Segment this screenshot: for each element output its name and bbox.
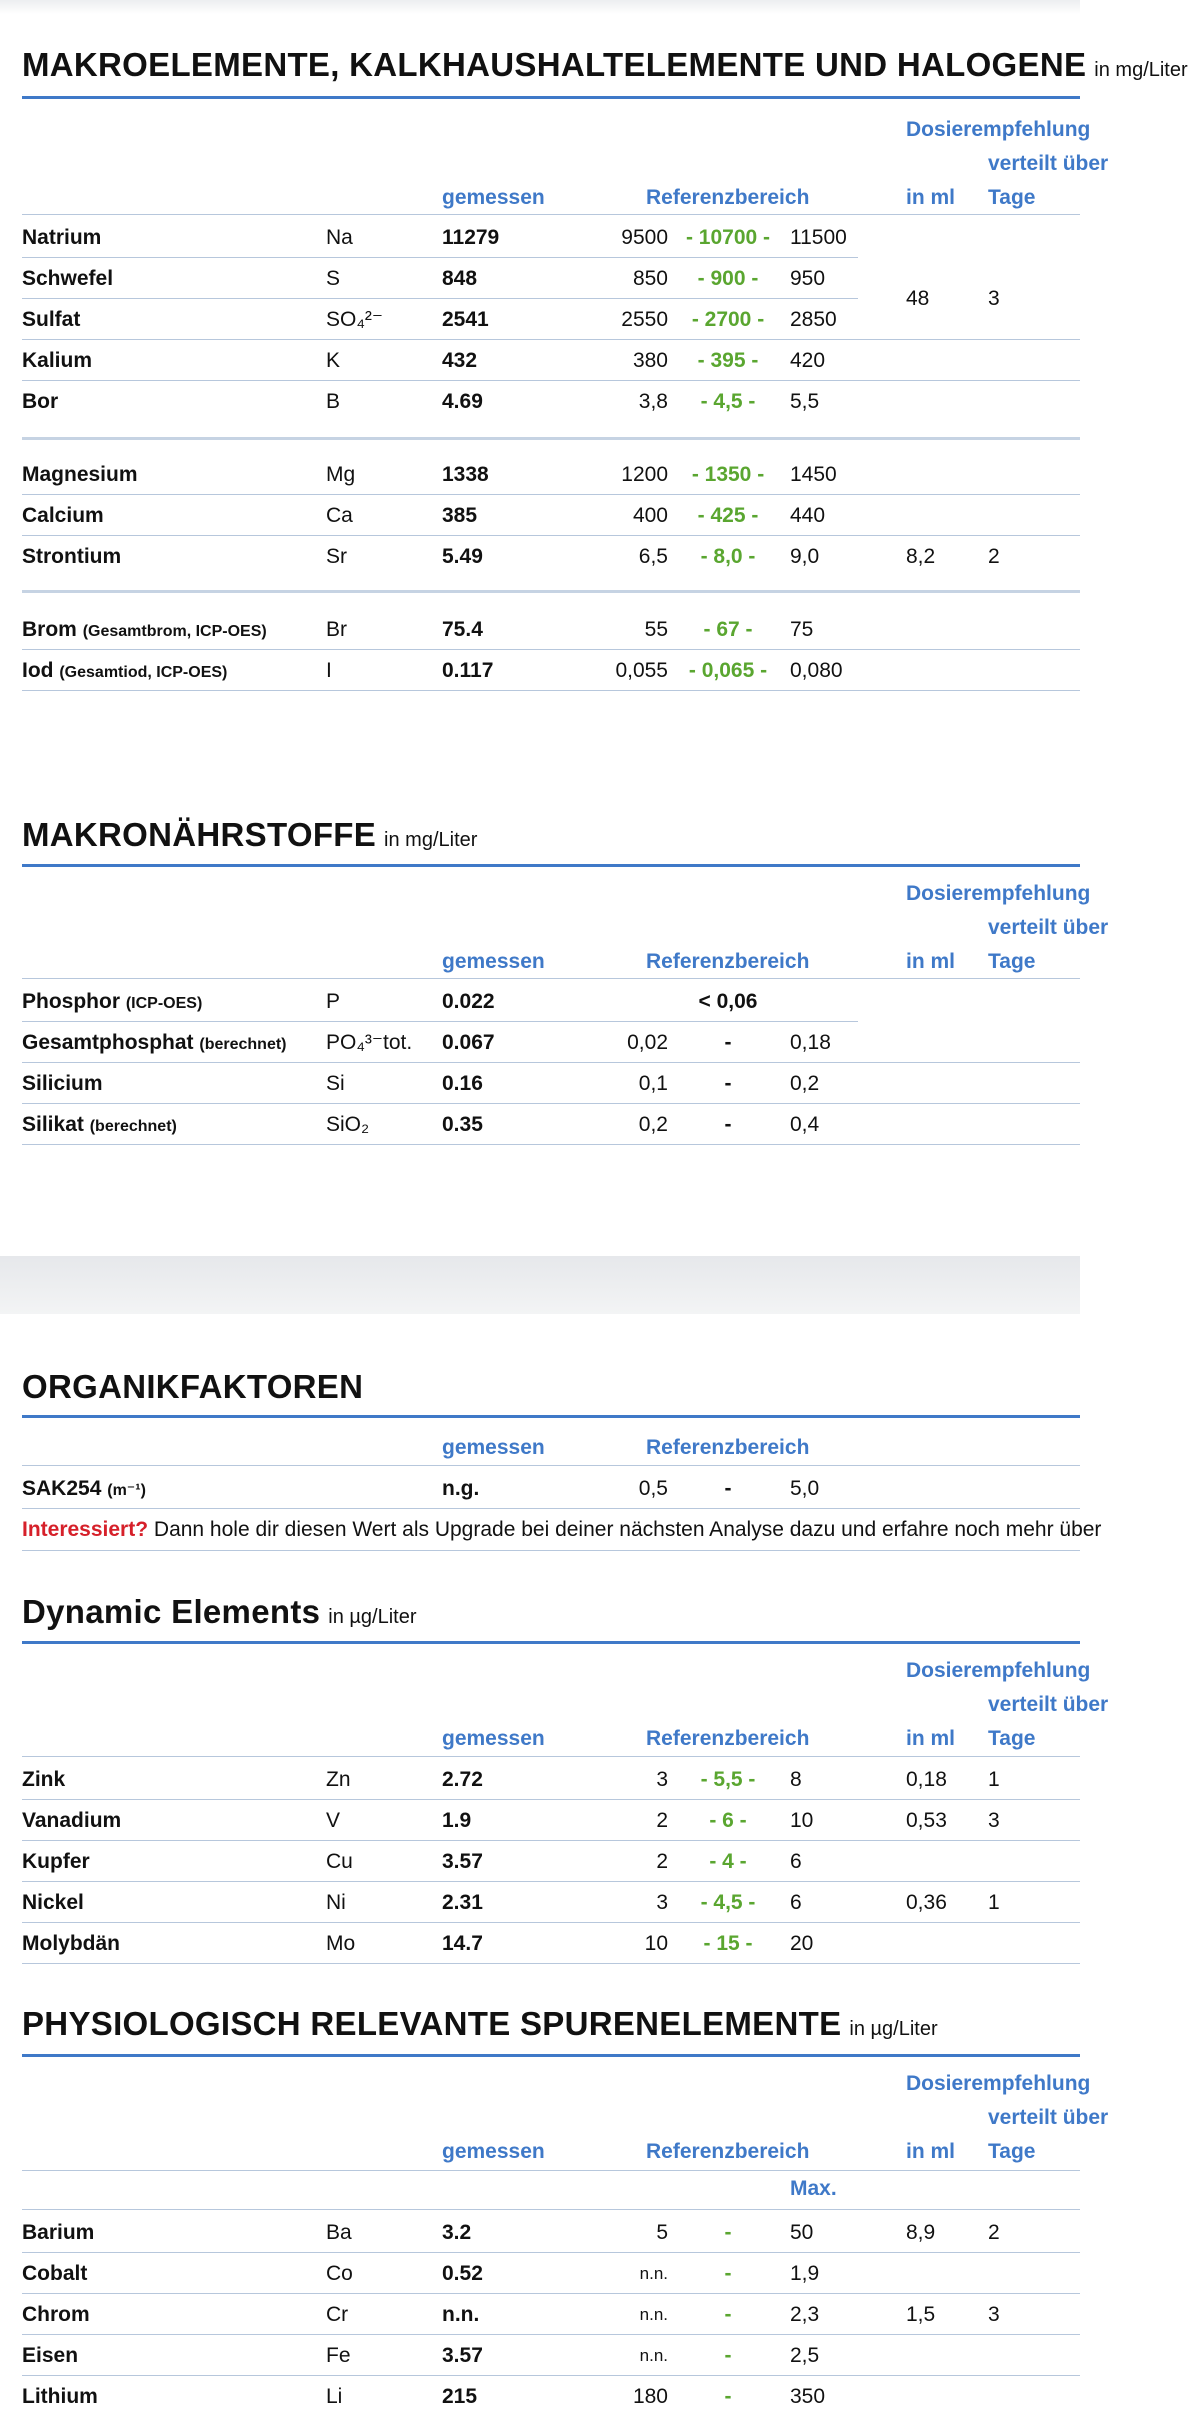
section-title-text: MAKROELEMENTE, KALKHAUSHALTELEMENTE UND HALOGENE — [22, 46, 1087, 83]
measured-value: 3.57 — [442, 1850, 483, 1873]
group-divider — [22, 590, 1080, 593]
range-high: 11500 — [790, 226, 847, 249]
range-low: 55 — [644, 618, 668, 641]
col-header-referenzbereich: Referenzbereich — [646, 2140, 810, 2163]
dose-ml: 8,9 — [906, 2221, 936, 2244]
dose-ml: 1,5 — [906, 2303, 936, 2326]
element-symbol: Br — [326, 618, 347, 641]
range-low: 850 — [632, 267, 668, 290]
dose-ml: 0,36 — [906, 1891, 947, 1914]
col-header-tage: Tage — [988, 2140, 1036, 2163]
dose-days: 2 — [988, 2221, 1000, 2244]
measured-value: 11279 — [442, 226, 500, 249]
element-symbol: Li — [326, 2385, 343, 2408]
element-symbol: Cu — [326, 1850, 353, 1873]
element-symbol: B — [326, 390, 341, 413]
section-rule — [22, 864, 1080, 867]
col-header-verteilt: verteilt über — [988, 2106, 1109, 2129]
range-low: n.n. — [639, 2346, 668, 2365]
range-low: 9500 — [621, 226, 668, 249]
range-low: 180 — [632, 2385, 668, 2408]
element-note: (berechnet) — [89, 1118, 177, 1135]
upgrade-notice-highlight: Interessiert? — [22, 1518, 149, 1541]
range-high: 6 — [790, 1891, 802, 1914]
table-row-strontium — [0, 537, 1080, 577]
range-separator: - — [724, 1031, 732, 1054]
range-target: - 2700 - — [691, 308, 765, 331]
measured-value: 5.49 — [442, 545, 483, 568]
element-name: Silikat (berechnet) — [22, 1113, 177, 1136]
range-target: - 4,5 - — [700, 1891, 756, 1914]
range-high: 2,3 — [790, 2303, 820, 2326]
section-rule — [22, 1415, 1080, 1418]
element-symbol: Na — [326, 226, 353, 249]
header-rule — [22, 1756, 1080, 1757]
element-note: (berechnet) — [199, 1036, 287, 1053]
table-row-kalium — [0, 341, 1080, 381]
table-row-zink — [0, 1760, 1080, 1800]
range-high: 1450 — [790, 463, 837, 486]
element-name: Eisen — [22, 2344, 79, 2367]
col-header-in-ml: in ml — [906, 1727, 956, 1750]
element-note: (ICP-OES) — [125, 995, 203, 1012]
col-header-referenzbereich: Referenzbereich — [646, 950, 810, 973]
col-header-dosierempfehlung: Dosierempfehlung — [906, 882, 1091, 905]
dose-days: 2 — [988, 545, 1000, 568]
element-symbol: S — [326, 267, 341, 290]
range-low: 0,2 — [638, 1113, 668, 1136]
element-name: Natrium — [22, 226, 102, 249]
table-row-chrom — [0, 2295, 1080, 2335]
range-low: n.n. — [639, 2305, 668, 2324]
group-divider — [22, 437, 1080, 440]
element-symbol: Sr — [326, 545, 347, 568]
range-high: 50 — [790, 2221, 814, 2244]
measured-value: 75.4 — [442, 618, 483, 641]
table-row-iod — [0, 651, 1080, 691]
measured-value: 2.31 — [442, 1891, 483, 1914]
header-rule — [22, 2209, 1080, 2210]
range-high: 0,080 — [790, 659, 843, 682]
range-separator: - — [724, 2262, 732, 2285]
top-shadow — [0, 0, 1080, 14]
section-title-text: ORGANIKFAKTOREN — [22, 1368, 364, 1405]
table-row-molybdaen — [0, 1924, 1080, 1964]
range-target: - 4,5 - — [700, 390, 756, 413]
element-name: Nickel — [22, 1891, 84, 1914]
range-target: - 15 - — [703, 1932, 753, 1955]
measured-value: 0.35 — [442, 1113, 483, 1136]
element-name: Brom (Gesamtbrom, ICP-OES) — [22, 618, 267, 641]
section-unit: in mg/Liter — [1094, 59, 1188, 81]
range-high: 6 — [790, 1850, 802, 1873]
element-symbol: Ba — [326, 2221, 352, 2244]
section-unit: in µg/Liter — [849, 2018, 938, 2040]
element-symbol: Ni — [326, 1891, 346, 1914]
section-title-text: Dynamic Elements — [22, 1593, 321, 1630]
col-header-dosierempfehlung: Dosierempfehlung — [906, 118, 1091, 141]
element-name: Kupfer — [22, 1850, 90, 1873]
range-low: 0,02 — [627, 1031, 668, 1054]
col-header-gemessen: gemessen — [442, 186, 545, 209]
col-header-tage: Tage — [988, 1727, 1036, 1750]
range-low: 0,055 — [615, 659, 668, 682]
measured-value: 1.9 — [442, 1809, 472, 1832]
range-high: 8 — [790, 1768, 802, 1791]
table-row-natrium — [0, 218, 1080, 258]
col-header-tage: Tage — [988, 186, 1036, 209]
section-unit: in µg/Liter — [328, 1606, 417, 1628]
element-name: Bor — [22, 390, 59, 413]
range-target: - 395 - — [697, 349, 759, 372]
range-low: 10 — [644, 1932, 668, 1955]
element-symbol: Co — [326, 2262, 353, 2285]
dose-days-group1: 3 — [988, 287, 1000, 310]
table-row-calcium — [0, 496, 1080, 536]
measured-value: 3.2 — [442, 2221, 472, 2244]
col-header-referenzbereich: Referenzbereich — [646, 186, 810, 209]
section-rule — [22, 1641, 1080, 1644]
col-header-in-ml: in ml — [906, 186, 956, 209]
element-symbol: P — [326, 990, 341, 1013]
range-separator: - — [724, 2385, 732, 2408]
range-separator: - — [724, 2344, 732, 2367]
dose-ml: 8,2 — [906, 545, 936, 568]
range-low: 1200 — [621, 463, 668, 486]
range-high: 0,18 — [790, 1031, 831, 1054]
element-symbol: Ca — [326, 504, 353, 527]
measured-value: 2.72 — [442, 1768, 483, 1791]
range-low: 3,8 — [638, 390, 668, 413]
col-header-referenzbereich: Referenzbereich — [646, 1727, 810, 1750]
element-name: Phosphor (ICP-OES) — [22, 990, 203, 1013]
col-header-tage: Tage — [988, 950, 1036, 973]
range-low: 3 — [656, 1768, 668, 1791]
element-name: Lithium — [22, 2385, 98, 2408]
measured-value: 848 — [442, 267, 478, 290]
element-name: Schwefel — [22, 267, 114, 290]
measured-value: 432 — [442, 349, 478, 372]
range-low: 5 — [656, 2221, 668, 2244]
section-rule — [22, 96, 1080, 99]
table-row-eisen — [0, 2336, 1080, 2376]
range-high: 0,4 — [790, 1113, 820, 1136]
range-high: 350 — [790, 2385, 826, 2408]
section-rule — [22, 2054, 1080, 2057]
range-target: - 4 - — [709, 1850, 747, 1873]
range-high: 2850 — [790, 308, 837, 331]
page-break — [0, 1256, 1080, 1314]
measured-value: 0.52 — [442, 2262, 483, 2285]
range-high: 5,0 — [790, 1477, 820, 1500]
section-unit: in mg/Liter — [384, 829, 478, 851]
measured-value: 3.57 — [442, 2344, 483, 2367]
table-row-bor — [0, 382, 1080, 422]
range-low: 400 — [632, 504, 668, 527]
range-low: n.n. — [639, 2264, 668, 2283]
section-title-spurenelemente — [22, 2005, 938, 2043]
col-header-in-ml: in ml — [906, 2140, 956, 2163]
table-row-lithium — [0, 2377, 1080, 2417]
measured-value: 0.16 — [442, 1072, 483, 1095]
col-header-verteilt: verteilt über — [988, 152, 1109, 175]
col-header-gemessen: gemessen — [442, 950, 545, 973]
measured-value: n.g. — [442, 1477, 480, 1500]
element-name: Chrom — [22, 2303, 90, 2326]
col-header-referenzbereich: Referenzbereich — [646, 1436, 810, 1459]
element-symbol: Cr — [326, 2303, 349, 2326]
range-high: 9,0 — [790, 545, 820, 568]
element-name: Strontium — [22, 545, 122, 568]
range-separator: - — [724, 1072, 732, 1095]
range-target: - 425 - — [697, 504, 759, 527]
element-name: Barium — [22, 2221, 95, 2244]
element-symbol: PO₄³⁻tot. — [326, 1031, 413, 1054]
col-header-verteilt: verteilt über — [988, 1693, 1109, 1716]
dose-days: 1 — [988, 1891, 1000, 1914]
element-note: (Gesamtiod, ICP-OES) — [59, 664, 228, 681]
measured-value: 1338 — [442, 463, 489, 486]
range-high: 950 — [790, 267, 826, 290]
element-note: (m⁻¹) — [107, 1482, 146, 1499]
element-name: Iod (Gesamtiod, ICP-OES) — [22, 659, 228, 682]
range-low: 2550 — [621, 308, 668, 331]
range-high: 440 — [790, 504, 826, 527]
element-name: Silicium — [22, 1072, 103, 1095]
table-row-magnesium — [0, 455, 1080, 495]
header-rule — [22, 214, 1080, 215]
col-header-dosierempfehlung: Dosierempfehlung — [906, 2072, 1091, 2095]
element-name: SAK254 (m⁻¹) — [22, 1477, 146, 1500]
col-header-verteilt: verteilt über — [988, 916, 1109, 939]
section-title-text: PHYSIOLOGISCH RELEVANTE SPURENELEMENTE — [22, 2005, 842, 2042]
element-symbol: Mo — [326, 1932, 356, 1955]
measured-value: 14.7 — [442, 1932, 483, 1955]
table-row-cobalt — [0, 2254, 1080, 2294]
measured-value: 0.117 — [442, 659, 494, 682]
element-symbol: Zn — [326, 1768, 351, 1791]
range-target: - 8,0 - — [700, 545, 756, 568]
section-title-makronaehrstoffe — [22, 816, 477, 854]
range-separator: - — [724, 1113, 732, 1136]
table-row-phosphor — [0, 982, 1080, 1022]
range-separator: - — [724, 2221, 732, 2244]
table-row-silikat — [0, 1105, 1080, 1145]
range-target: - 0,065 - — [688, 659, 768, 682]
range-separator: - — [724, 2303, 732, 2326]
measured-value: n.n. — [442, 2303, 480, 2326]
table-row-brom — [0, 610, 1080, 650]
range-low: 380 — [632, 349, 668, 372]
section-title-dynamic-elements — [22, 1593, 417, 1631]
range-low: 6,5 — [638, 545, 668, 568]
table-row-nickel — [0, 1883, 1080, 1923]
range-target: - 6 - — [709, 1809, 747, 1832]
range-target: - 900 - — [697, 267, 759, 290]
element-symbol: Fe — [326, 2344, 351, 2367]
element-symbol: V — [326, 1809, 341, 1832]
table-row-vanadium — [0, 1801, 1080, 1841]
range-high: 75 — [790, 618, 814, 641]
col-header-gemessen: gemessen — [442, 1436, 545, 1459]
element-symbol: K — [326, 349, 341, 372]
range-target: - 67 - — [703, 618, 753, 641]
element-name: Calcium — [22, 504, 104, 527]
header-rule — [22, 2170, 1080, 2171]
measured-value: 215 — [442, 2385, 478, 2408]
element-symbol: SiO₂ — [326, 1113, 370, 1136]
range-low: 3 — [656, 1891, 668, 1914]
range-high: 10 — [790, 1809, 814, 1832]
element-symbol: SO₄²⁻ — [326, 308, 383, 331]
col-header-in-ml: in ml — [906, 950, 956, 973]
range-low: 2 — [656, 1850, 668, 1873]
range-low: 0,5 — [638, 1477, 668, 1500]
range-limit: < 0,06 — [698, 990, 758, 1013]
col-header-max: Max. — [790, 2177, 837, 2200]
dose-days: 3 — [988, 1809, 1000, 1832]
element-name: Zink — [22, 1768, 66, 1791]
section-title-makroelemente — [22, 46, 1188, 84]
measured-value: 0.067 — [442, 1031, 495, 1054]
range-high: 420 — [790, 349, 826, 372]
dose-ml-group1: 48 — [906, 287, 930, 310]
range-low: 2 — [656, 1809, 668, 1832]
element-name: Magnesium — [22, 463, 138, 486]
range-high: 5,5 — [790, 390, 820, 413]
table-row-sak254 — [0, 1469, 1080, 1509]
measured-value: 385 — [442, 504, 478, 527]
section-title-organikfaktoren — [22, 1368, 363, 1406]
section-title-text: MAKRONÄHRSTOFFE — [22, 816, 377, 853]
range-separator: - — [724, 1477, 732, 1500]
element-name: Kalium — [22, 349, 93, 372]
dose-days: 3 — [988, 2303, 1000, 2326]
dose-days: 1 — [988, 1768, 1000, 1791]
table-row-kupfer — [0, 1842, 1080, 1882]
measured-value: 2541 — [442, 308, 489, 331]
row-rule — [22, 1550, 1080, 1551]
header-rule — [22, 1465, 1080, 1466]
dose-ml: 0,18 — [906, 1768, 947, 1791]
measured-value: 4.69 — [442, 390, 483, 413]
range-high: 1,9 — [790, 2262, 820, 2285]
upgrade-notice — [22, 1518, 1101, 1542]
dose-ml: 0,53 — [906, 1809, 947, 1832]
header-rule — [22, 978, 1080, 979]
element-note: (Gesamtbrom, ICP-OES) — [82, 623, 267, 640]
range-low: 0,1 — [638, 1072, 668, 1095]
upgrade-notice-text: Dann hole dir diesen Wert als Upgrade bei deiner nächsten Analyse dazu und erfahre noch mehr über — [148, 1518, 1102, 1541]
range-target: - 10700 - — [685, 226, 771, 249]
element-name: Cobalt — [22, 2262, 88, 2285]
element-name: Gesamtphosphat (berechnet) — [22, 1031, 287, 1054]
range-target: - 5,5 - — [700, 1768, 756, 1791]
col-header-gemessen: gemessen — [442, 1727, 545, 1750]
element-symbol: Si — [326, 1072, 345, 1095]
element-symbol: I — [326, 659, 332, 682]
table-row-gesamtphosphat — [0, 1023, 1080, 1063]
range-high: 20 — [790, 1932, 814, 1955]
range-high: 0,2 — [790, 1072, 820, 1095]
table-row-silicium — [0, 1064, 1080, 1104]
range-target: - 1350 - — [691, 463, 765, 486]
col-header-dosierempfehlung: Dosierempfehlung — [906, 1659, 1091, 1682]
element-name: Vanadium — [22, 1809, 122, 1832]
element-name: Sulfat — [22, 308, 81, 331]
element-symbol: Mg — [326, 463, 356, 486]
col-header-gemessen: gemessen — [442, 2140, 545, 2163]
measured-value: 0.022 — [442, 990, 495, 1013]
range-high: 2,5 — [790, 2344, 820, 2367]
table-row-barium — [0, 2213, 1080, 2253]
element-name: Molybdän — [22, 1932, 120, 1955]
